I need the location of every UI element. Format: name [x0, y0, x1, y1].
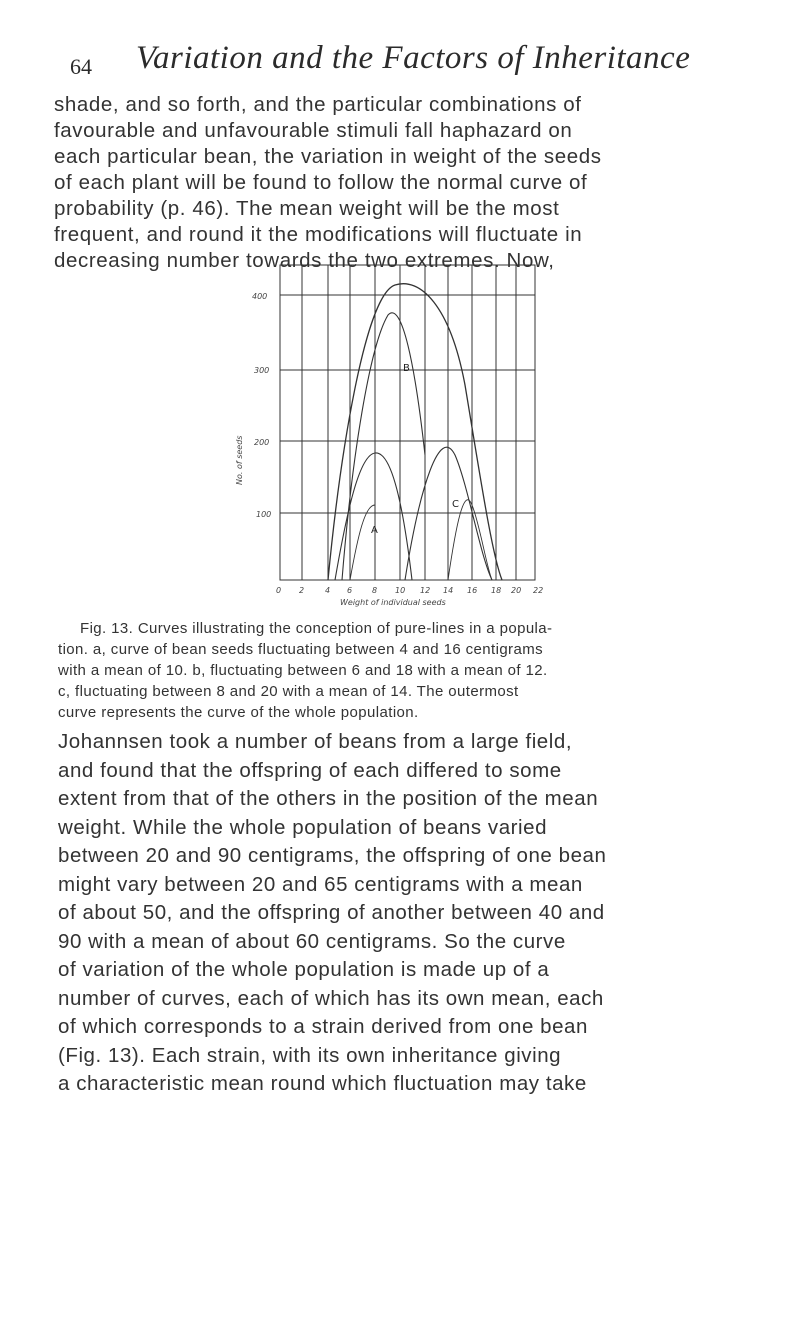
text-line: of each plant will be found to follow the normal curve of — [54, 171, 588, 194]
text-line: shade, and so forth, and the particular combinations of — [54, 93, 582, 116]
x-tick: 22 — [533, 586, 544, 595]
x-tick: 2 — [299, 586, 305, 595]
curve-b — [342, 313, 425, 580]
x-tick: 6 — [347, 586, 353, 595]
caption-line: with a mean of 10. b, fluctuating between 6 and 18 with a mean of 12. — [58, 662, 548, 679]
figure-caption — [58, 618, 748, 723]
x-tick: 16 — [467, 586, 478, 595]
x-tick: 18 — [491, 586, 502, 595]
page-number: 64 — [70, 54, 92, 79]
caption-line: c, fluctuating between 8 and 20 with a mean of 14. The outermost — [58, 683, 519, 700]
text-line: each particular bean, the variation in weight of the seeds — [54, 145, 602, 168]
y-axis-label: No. of seeds — [235, 435, 244, 485]
text-line: Johannsen took a number of beans from a large field, — [58, 730, 573, 753]
paragraph-top — [54, 92, 602, 274]
x-tick: 10 — [395, 586, 406, 595]
text-line: favourable and unfavourable stimuli fall haphazard on — [54, 119, 573, 142]
caption-line: tion. a, curve of bean seeds fluctuating between 4 and 16 centigrams — [58, 641, 543, 658]
text-line: extent from that of the others in the position of the mean — [58, 787, 599, 810]
y-tick: 200 — [254, 438, 270, 447]
figure-13 — [230, 255, 550, 615]
caption-text: Curves illustrating the conception of pure-lines in a popula- — [137, 620, 553, 637]
x-tick: 20 — [511, 586, 522, 595]
x-tick: 14 — [443, 586, 454, 595]
running-title: Variation and the Factors of Inheritance — [136, 40, 691, 76]
text-line: a characteristic mean round which fluctuation may take — [58, 1072, 587, 1095]
y-tick: 300 — [254, 366, 270, 375]
curve-inner — [350, 505, 375, 580]
text-line: of variation of the whole population is made up of a — [58, 958, 550, 981]
figure-label: Fig. 13. — [80, 620, 134, 637]
curve-inner — [448, 500, 492, 580]
running-header — [70, 40, 710, 90]
text-line: might vary between 20 and 65 centigrams with a mean — [58, 872, 583, 896]
text-line: decreasing number towards the two extremes. Now, — [54, 249, 555, 272]
x-tick: 8 — [372, 586, 378, 595]
text-line: and found that the offspring of each differed to some — [58, 758, 562, 782]
x-tick: 12 — [420, 586, 431, 595]
text-line: frequent, and round it the modifications will fluctuate in — [54, 223, 583, 246]
curve-label-c: C — [452, 499, 459, 510]
x-tick: 4 — [325, 586, 331, 595]
plot-frame — [280, 265, 535, 580]
text-line: weight. While the whole population of beans varied — [58, 815, 548, 839]
curve-label-a: A — [371, 525, 378, 536]
text-line: number of curves, each of which has its own mean, each — [58, 986, 604, 1010]
caption-line — [58, 618, 748, 639]
x-axis-label: Weight of individual seeds — [340, 598, 446, 607]
caption-line: curve represents the curve of the whole population. — [58, 704, 419, 721]
text-line: 90 with a mean of about 60 centigrams. So the curve — [58, 929, 566, 953]
text-line: probability (p. 46). The mean weight will be the most — [54, 197, 560, 220]
y-tick: 400 — [252, 292, 268, 301]
text-line: of about 50, and the offspring of another between 40 and — [58, 901, 605, 924]
text-line: (Fig. 13). Each strain, with its own inheritance giving — [58, 1043, 562, 1067]
curves-diagram — [230, 255, 550, 615]
curve-whole-population — [328, 284, 502, 580]
x-tick: 0 — [276, 586, 282, 595]
text-line: of which corresponds to a strain derived from one bean — [58, 1015, 588, 1038]
paragraph-main — [58, 728, 606, 1099]
text-line: between 20 and 90 centigrams, the offspring of one bean — [58, 844, 607, 867]
curve-label-b: B — [403, 363, 410, 374]
y-tick: 100 — [256, 510, 272, 519]
